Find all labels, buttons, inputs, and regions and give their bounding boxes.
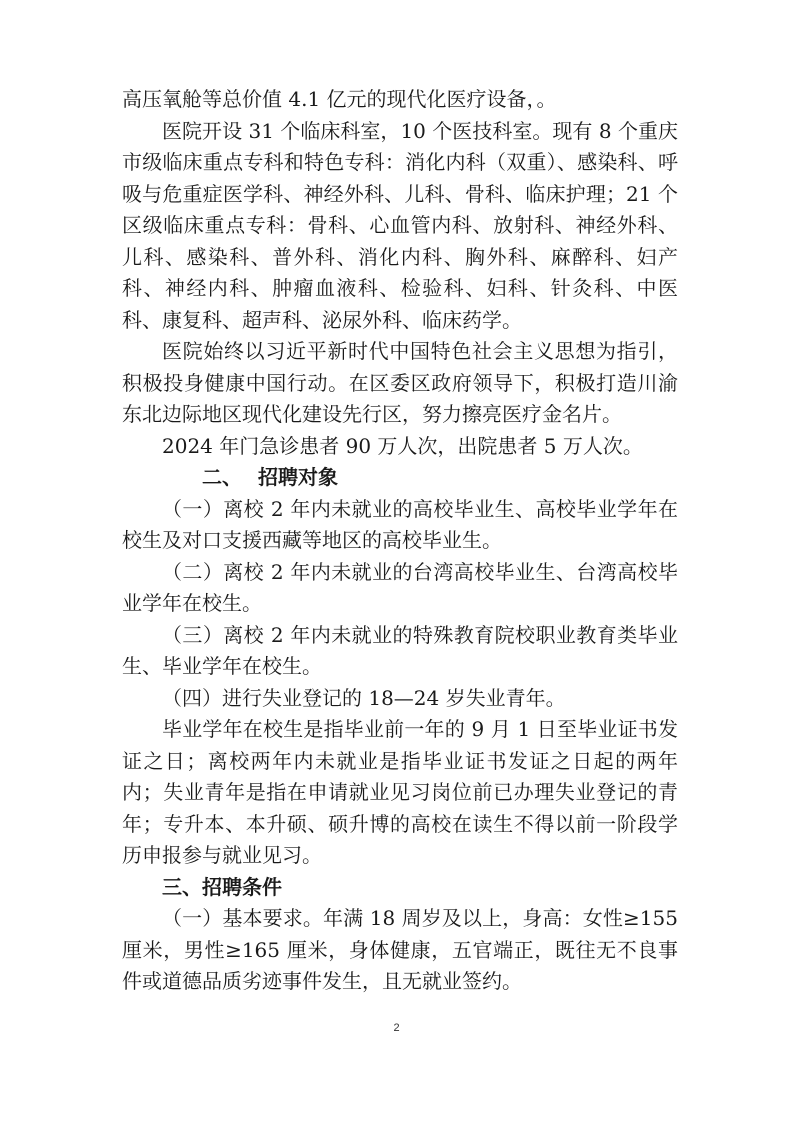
paragraph-target-1: （一）离校 2 年内未就业的高校毕业生、高校毕业学年在校生及对口支援西藏等地区的高校毕业生。 xyxy=(122,496,678,552)
section-title: 招聘对象 xyxy=(258,465,338,489)
paragraph-target-2: （二）离校 2 年内未就业的台湾高校毕业生、台湾高校毕业学年在校生。 xyxy=(122,559,678,615)
document-body xyxy=(122,84,678,998)
page-number: 2 xyxy=(393,1022,400,1034)
paragraph-definitions: 毕业学年在校生是指毕业前一年的 9 月 1 日至毕业证书发证之日；离校两年内未就业是指毕业证书发证之日起的两年内；失业青年是指在申请就业见习岗位前已办理失业登记的青年；专升本、本升硕、硕升博的高校在读生不得以前一阶段学历申报参与就业见习。 xyxy=(122,717,678,867)
section-number: 二、 xyxy=(202,465,242,489)
paragraph-target-4: （四）进行失业登记的 18—24 岁失业青年。 xyxy=(162,685,566,710)
paragraph-basic-requirements: （一）基本要求。年满 18 周岁及以上，身高：女性≥155 厘米，男性≥165 厘米，身体健康，五官端正，既往无不良事件或道德品质劣迹事件发生，且无就业签约。 xyxy=(122,906,678,993)
section-heading-recruitment-conditions xyxy=(122,872,678,904)
paragraph-equipment: 高压氧舱等总价值 4.1 亿元的现代化医疗设备，。 xyxy=(122,87,557,111)
paragraph-mission: 医院始终以习近平新时代中国特色社会主义思想为指引，积极投身健康中国行动。在区委区政府领导下，积极打造川渝东北边际地区现代化建设先行区，努力擦亮医疗金名片。 xyxy=(122,339,678,426)
section-heading-recruitment-targets xyxy=(122,462,678,494)
paragraph-target-3: （三）离校 2 年内未就业的特殊教育院校职业教育类毕业生、毕业学年在校生。 xyxy=(122,622,678,678)
section-title: 三、招聘条件 xyxy=(162,874,282,899)
paragraph-departments: 医院开设 31 个临床科室，10 个医技科室。现有 8 个重庆市级临床重点专科和特色专科：消化内科（双重）、感染科、呼吸与危重症医学科、神经外科、儿科、骨科、临床护理；21 个区级临床重点专科：骨科、心血管内科、放射科、神经外科、儿科、感染科、普外科、消化内科、胸外科、麻醉科、妇产科、神经内科、肿瘤血液科、检验科、妇科、针灸科、中医科、康复科、超声科、泌尿外科、临床药学。 xyxy=(122,118,678,332)
paragraph-patient-stats: 2024 年门急诊患者 90 万人次，出院患者 5 万人次。 xyxy=(162,433,643,458)
